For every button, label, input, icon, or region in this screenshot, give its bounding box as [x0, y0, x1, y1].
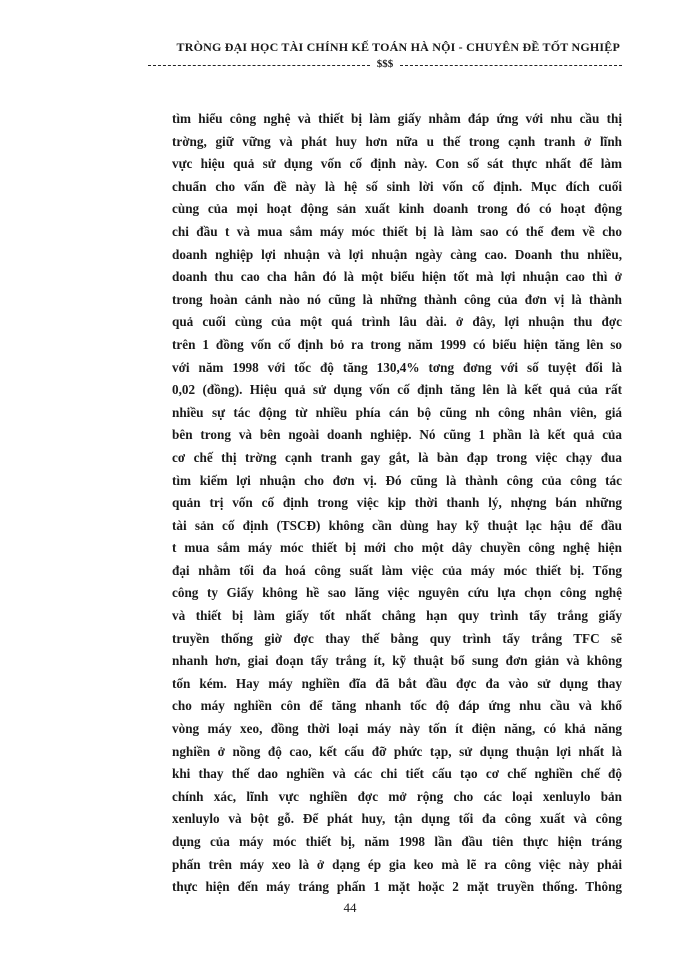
body-line: tìm kiếm lợi nhuận cho đơn vị. Đó cũng là thành công của công tác: [172, 472, 622, 488]
body-line: cùng của mọi hoạt động sản xuất kinh doanh trong đó có hoạt động: [172, 201, 622, 217]
body-line: phấn trên máy xeo là ở dạng ép gia keo mà lẽ ra công việc này phải: [172, 856, 622, 872]
body-line: và thiết bị làm giấy tốt nhất chẳng hạn quy trình tẩy trắng giấy: [172, 608, 622, 624]
body-line: dụng của máy móc thiết bị, năm 1998 lần đầu tiên thực hiện tráng: [172, 834, 622, 849]
body-line: vực hiệu quả sử dụng vốn cố định này. Con số sát thực nhất để làm: [172, 156, 622, 172]
running-header: TRÒNG ĐẠI HỌC TÀI CHÍNH KẾ TOÁN HÀ NỘI - CHUYÊN ĐỀ TỐT NGHIỆP: [176, 40, 620, 54]
body-paragraph: [172, 108, 622, 899]
body-line: bên trong và bên ngoài doanh nghiệp. Nó cũng 1 phần là kết quả của: [172, 427, 622, 443]
body-line: nghiền ở nồng độ cao, kết cấu đỡ phức tạp, sử dụng thuận lợi nhất là: [172, 743, 622, 759]
divider-mark: $$$: [376, 58, 394, 70]
body-line: doanh nghiệp lợi nhuận và lợi nhuận ngày càng cao. Doanh thu nhiều,: [172, 246, 622, 262]
body-line: tìm hiểu công nghệ và thiết bị làm giấy nhằm đáp ứng với nhu cầu thị: [172, 111, 622, 126]
body-line: xenluylo và bột gỗ. Để phát huy, tận dụng tối đa công xuất và công: [172, 811, 622, 827]
body-line: quản trị vốn cố định trong việc kịp thời thanh lý, nhợng bán những: [172, 495, 622, 511]
body-line: trong hoàn cảnh nào nó cũng là những thành công của đơn vị là thành: [172, 291, 622, 307]
body-line: trờng, giữ vững và phát huy hơn nữa u thế trong cạnh tranh ở lĩnh: [172, 133, 622, 149]
body-line: cơ chế thị trờng cạnh tranh gay gắt, là bàn đạp trong việc chạy đua: [172, 449, 622, 465]
body-line: 0,02 (đồng). Hiệu quả sử dụng vốn cố định tăng lên là kết quả của rất: [172, 382, 622, 398]
body-line: công ty Giấy không hề sao lãng việc nguyên cứu lựa chọn công nghệ: [172, 585, 622, 601]
body-line: cho máy nghiền côn để tăng nhanh tốc độ đáp ứng nhu cầu và khổ: [172, 698, 622, 714]
body-line: chi đầu t và mua sắm máy móc thiết bị là làm sao có thể đem về cho: [172, 223, 622, 239]
body-line: tốn kém. Hay máy nghiền đĩa đã bắt đầu đợc đa vào sử dụng thay: [172, 675, 622, 691]
page-number: 44: [343, 900, 357, 915]
body-line: nhiều sự tác động từ nhiều phía cán bộ cũng nh công nhân viên, giá: [172, 404, 622, 420]
divider-dash-right: [400, 65, 622, 66]
body-line: trên 1 đồng vốn cố định bỏ ra trong năm 1999 có biểu hiện tăng lên so: [172, 336, 622, 352]
body-line: quả cuối cùng của một quá trình lâu dài. ở đây, lợi nhuận thu đợc: [172, 314, 622, 330]
body-line: doanh thu cao cha hẳn đó là một biểu hiện tốt mà lợi nhuận cao thì ở: [172, 269, 622, 285]
header-divider: [148, 58, 622, 72]
body-line: khi thay thế dao nghiền và các chi tiết cấu tạo cơ chế nghiền chế độ: [172, 766, 622, 782]
body-line: đại nhằm tối đa hoá công suất làm việc của máy móc thiết bị. Tổng: [172, 562, 622, 578]
body-line: nhanh hơn, giai đoạn tẩy trắng ít, kỹ thuật bổ sung đơn giản và không: [172, 653, 622, 669]
body-line: truyền thống giờ đợc thay thế bằng quy trình tẩy trắng TFC sẽ: [172, 630, 622, 646]
divider-dash-left: [148, 65, 370, 66]
body-line: tài sản cố định (TSCĐ) không cần dùng hay kỹ thuật lạc hậu để đầu: [172, 517, 622, 533]
body-line: thực hiện đến máy tráng phấn 1 mặt hoặc 2 mặt truyền thống. Thông: [172, 879, 622, 895]
body-line: chuẩn cho vấn đề này là hệ số sinh lời vốn cố định. Mục đích cuối: [172, 178, 622, 194]
body-line: chính xác, lĩnh vực nghiền đợc mở rộng cho các loại xenluylo bản: [172, 788, 622, 804]
body-line: vòng máy xeo, đồng thời loại máy này tốn ít điện năng, có khả năng: [172, 721, 622, 737]
body-line: với năm 1998 với tốc độ tăng 130,4% tơng đơng với số tuyệt đối là: [172, 359, 622, 375]
body-line: t mua sắm máy móc thiết bị mới cho một dây chuyền công nghệ hiện: [172, 540, 622, 556]
